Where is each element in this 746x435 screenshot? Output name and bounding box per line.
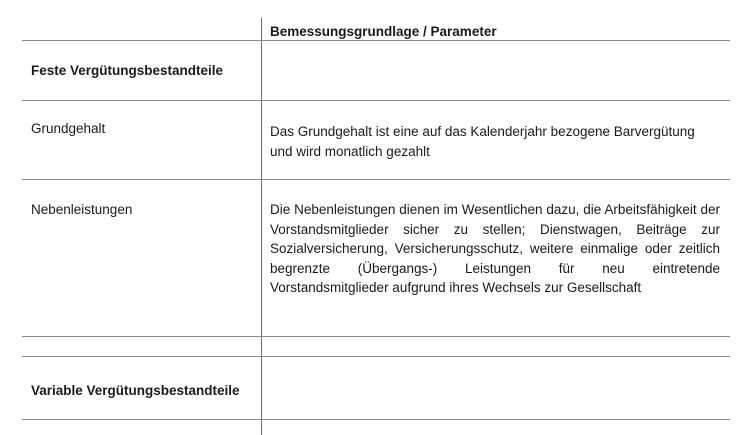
row-label-nebenleistungen: Nebenleistungen <box>31 202 133 217</box>
row-divider <box>22 356 730 357</box>
row-divider <box>22 419 730 420</box>
section-variable-components: Variable Vergütungsbestandteile <box>31 383 240 398</box>
column-divider <box>261 18 262 435</box>
row-value-grundgehalt-line-2: und wird monatlich gezahlt <box>270 143 430 159</box>
compensation-table <box>22 18 730 435</box>
row-value-grundgehalt <box>270 122 720 161</box>
row-divider <box>22 336 730 337</box>
row-label-grundgehalt: Grundgehalt <box>31 121 106 136</box>
header-parameter: Bemessungsgrundlage / Parameter <box>270 24 497 39</box>
row-divider <box>22 179 730 180</box>
section-fixed-components: Feste Vergütungsbestandteile <box>31 63 224 78</box>
row-divider <box>22 40 730 41</box>
row-value-nebenleistungen: Die Nebenleistungen dienen im Wesentlichen dazu, die Arbeitsfähigkeit der Vorstandsmitglieder sicher zu stellen; Dienstwagen, Beiträge zur Sozialversicherung, Versicherungsschutz, weitere einmalige oder zeitlich begrenzte (Übergangs-) Leistungen für neu eintretende Vorstandsmitglieder aufgrund ihres Wechsels zur Gesellschaft <box>270 202 720 295</box>
row-value-grundgehalt-line-1: Das Grundgehalt ist eine auf das Kalenderjahr bezogene Barvergütung <box>270 124 695 139</box>
row-divider <box>22 100 730 101</box>
